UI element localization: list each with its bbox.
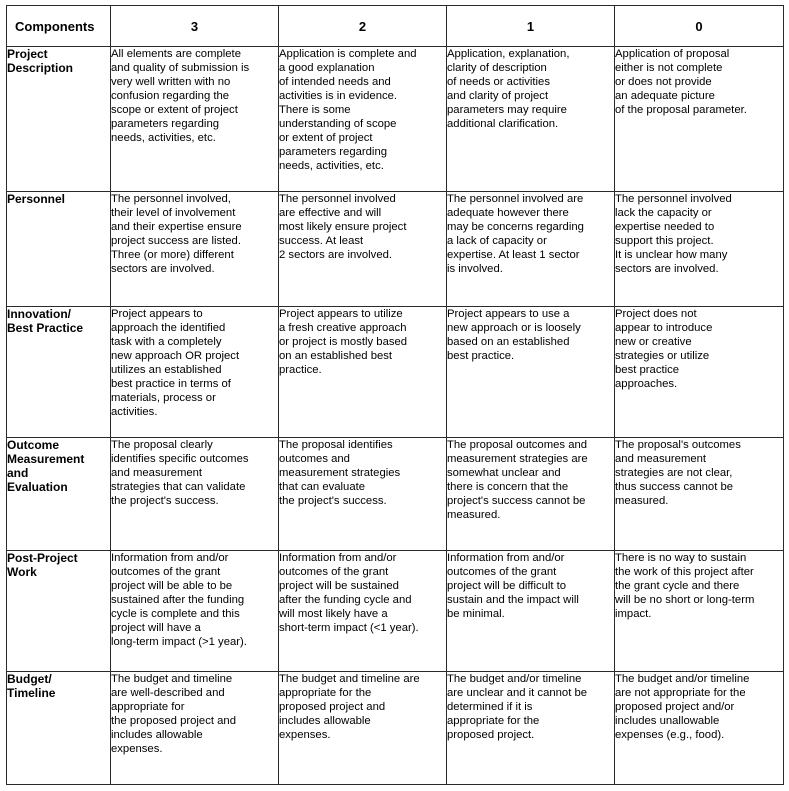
criteria-line: the proposed project and xyxy=(111,715,236,727)
criteria-line: will most likely have a xyxy=(279,608,388,620)
criteria-line: utilizes an established xyxy=(111,364,222,376)
row-outcome-measurement-evaluation xyxy=(7,438,784,551)
criteria-line: adequate however there xyxy=(447,207,569,219)
criteria-line: The proposal clearly xyxy=(111,439,213,451)
criteria-line: expertise needed to xyxy=(615,221,715,233)
criteria-cell-score-2 xyxy=(279,551,447,672)
criteria-line: measured. xyxy=(447,509,501,521)
criteria-line: the project's success. xyxy=(279,495,387,507)
row-budget-timeline xyxy=(7,672,784,785)
row-innovation-best-practice xyxy=(7,307,784,438)
criteria-line: expenses. xyxy=(279,729,331,741)
criteria-line: Project appears to use a xyxy=(447,308,570,320)
component-cell xyxy=(7,672,111,785)
criteria-cell-score-3 xyxy=(111,438,279,551)
criteria-line: best practice in terms of xyxy=(111,378,231,390)
criteria-line: task with a completely xyxy=(111,336,222,348)
criteria-line: practice. xyxy=(279,364,322,376)
criteria-line: The budget and/or timeline xyxy=(615,673,750,685)
criteria-line: somewhat unclear and xyxy=(447,467,561,479)
criteria-line: Application of proposal xyxy=(615,48,730,60)
criteria-line: are effective and will xyxy=(279,207,382,219)
rubric-header xyxy=(7,6,784,47)
criteria-cell-score-0 xyxy=(615,551,784,672)
criteria-line: parameters may require xyxy=(447,104,567,116)
criteria-line: Information from and/or xyxy=(447,552,565,564)
criteria-line: 2 sectors are involved. xyxy=(279,249,393,261)
criteria-line: All elements are complete xyxy=(111,48,241,60)
criteria-cell-score-2 xyxy=(279,192,447,307)
criteria-line: proposed project and/or xyxy=(615,701,735,713)
row-project-description xyxy=(7,47,784,192)
criteria-cell-score-2 xyxy=(279,47,447,192)
criteria-line: appropriate for the xyxy=(279,687,372,699)
component-label-line: Best Practice xyxy=(7,321,84,335)
criteria-line: either is not complete xyxy=(615,62,723,74)
criteria-line: determined if it is xyxy=(447,701,533,713)
criteria-line: or does not provide xyxy=(615,76,712,88)
criteria-line: additional clarification. xyxy=(447,118,559,130)
criteria-cell-score-3 xyxy=(111,192,279,307)
component-label-line: Description xyxy=(7,61,74,75)
criteria-line: approaches. xyxy=(615,378,678,390)
criteria-line: and measurement xyxy=(615,453,707,465)
criteria-line: parameters regarding xyxy=(111,118,220,130)
component-cell xyxy=(7,47,111,192)
criteria-line: after the funding cycle and xyxy=(279,594,412,606)
component-label-line: Outcome xyxy=(7,438,60,452)
criteria-line: appropriate for the xyxy=(447,715,540,727)
header-score-1: 1 xyxy=(447,6,615,47)
criteria-line: project will be able to be xyxy=(111,580,233,592)
criteria-line: new approach or is loosely xyxy=(447,322,581,334)
criteria-line: Project appears to xyxy=(111,308,203,320)
criteria-line: The budget and/or timeline xyxy=(447,673,582,685)
criteria-line: The proposal outcomes and xyxy=(447,439,588,451)
criteria-line: The proposal identifies xyxy=(279,439,393,451)
rubric-body xyxy=(7,47,784,785)
criteria-line: new approach OR project xyxy=(111,350,240,362)
criteria-line: The proposal's outcomes xyxy=(615,439,741,451)
criteria-line: lack the capacity or xyxy=(615,207,712,219)
header-score-3: 3 xyxy=(111,6,279,47)
criteria-line: outcomes of the grant xyxy=(111,566,221,578)
criteria-cell-score-3 xyxy=(111,47,279,192)
criteria-line: expenses. xyxy=(111,743,163,755)
component-label-line: Measurement xyxy=(7,452,85,466)
criteria-cell-score-2 xyxy=(279,672,447,785)
criteria-line: their level of involvement xyxy=(111,207,236,219)
criteria-line: materials, process or xyxy=(111,392,216,404)
criteria-line: There is some xyxy=(279,104,351,116)
criteria-line: measured. xyxy=(615,495,669,507)
criteria-line: proposed project. xyxy=(447,729,535,741)
criteria-cell-score-3 xyxy=(111,307,279,438)
criteria-cell-score-1 xyxy=(447,551,615,672)
criteria-line: needs, activities, etc. xyxy=(279,160,384,172)
criteria-cell-score-1 xyxy=(447,438,615,551)
criteria-line: a fresh creative approach xyxy=(279,322,407,334)
criteria-line: Project does not xyxy=(615,308,697,320)
criteria-line: on an established best xyxy=(279,350,393,362)
criteria-line: and clarity of project xyxy=(447,90,549,102)
criteria-line: Application, explanation, xyxy=(447,48,570,60)
criteria-cell-score-0 xyxy=(615,672,784,785)
criteria-line: sustained after the funding xyxy=(111,594,245,606)
criteria-line: strategies that can validate xyxy=(111,481,246,493)
criteria-line: most likely ensure project xyxy=(279,221,407,233)
criteria-line: appropriate for xyxy=(111,701,185,713)
criteria-line: project will have a xyxy=(111,622,201,634)
criteria-line: the project's success. xyxy=(111,495,219,507)
component-label-line: and xyxy=(7,466,29,480)
criteria-line: are well-described and xyxy=(111,687,225,699)
criteria-cell-score-3 xyxy=(111,672,279,785)
component-cell xyxy=(7,307,111,438)
criteria-line: a good explanation xyxy=(279,62,375,74)
criteria-line: are unclear and it cannot be xyxy=(447,687,588,699)
criteria-line: new or creative xyxy=(615,336,692,348)
criteria-line: and measurement xyxy=(111,467,203,479)
criteria-line: strategies are not clear, xyxy=(615,467,733,479)
criteria-line: expertise. At least 1 sector xyxy=(447,249,580,261)
component-label-line: Timeline xyxy=(7,686,56,700)
criteria-line: may be concerns regarding xyxy=(447,221,584,233)
criteria-line: impact. xyxy=(615,608,652,620)
criteria-line: needs, activities, etc. xyxy=(111,132,216,144)
component-cell xyxy=(7,192,111,307)
criteria-line: project will be difficult to xyxy=(447,580,567,592)
rubric-table xyxy=(6,5,784,785)
criteria-line: The personnel involved, xyxy=(111,193,231,205)
header-score-2: 2 xyxy=(279,6,447,47)
criteria-line: short-term impact (<1 year). xyxy=(279,622,419,634)
criteria-line: approach the identified xyxy=(111,322,226,334)
criteria-line: long-term impact (>1 year). xyxy=(111,636,247,648)
criteria-line: the grant cycle and there xyxy=(615,580,740,592)
criteria-cell-score-0 xyxy=(615,192,784,307)
criteria-line: be minimal. xyxy=(447,608,505,620)
criteria-line: Application is complete and xyxy=(279,48,417,60)
criteria-line: measurement strategies are xyxy=(447,453,588,465)
criteria-line: best practice. xyxy=(447,350,515,362)
component-label-line: Post-Project xyxy=(7,551,78,565)
criteria-line: support this project. xyxy=(615,235,714,247)
criteria-line: The budget and timeline xyxy=(111,673,233,685)
criteria-line: project's success cannot be xyxy=(447,495,586,507)
criteria-line: includes allowable xyxy=(111,729,203,741)
row-personnel xyxy=(7,192,784,307)
criteria-line: outcomes of the grant xyxy=(279,566,389,578)
criteria-line: that can evaluate xyxy=(279,481,366,493)
component-label-line: Evaluation xyxy=(7,480,68,494)
header-components: Components xyxy=(7,6,111,47)
component-label-line: Innovation/ xyxy=(7,307,71,321)
criteria-line: identifies specific outcomes xyxy=(111,453,249,465)
criteria-cell-score-2 xyxy=(279,307,447,438)
criteria-line: includes allowable xyxy=(279,715,371,727)
header-row xyxy=(7,6,784,47)
criteria-cell-score-0 xyxy=(615,47,784,192)
criteria-line: The personnel involved xyxy=(279,193,396,205)
criteria-cell-score-1 xyxy=(447,47,615,192)
criteria-line: or project is mostly based xyxy=(279,336,408,348)
criteria-line: Project appears to utilize xyxy=(279,308,403,320)
header-score-0: 0 xyxy=(615,6,784,47)
criteria-line: are not appropriate for the xyxy=(615,687,746,699)
component-cell xyxy=(7,551,111,672)
criteria-line: Information from and/or xyxy=(111,552,229,564)
row-post-project-work xyxy=(7,551,784,672)
criteria-line: confusion regarding the xyxy=(111,90,230,102)
component-label-line: Personnel xyxy=(7,192,66,206)
criteria-line: parameters regarding xyxy=(279,146,388,158)
criteria-line: The personnel involved are xyxy=(447,193,584,205)
criteria-cell-score-2 xyxy=(279,438,447,551)
criteria-line: of intended needs and xyxy=(279,76,391,88)
criteria-line: thus success cannot be xyxy=(615,481,734,493)
criteria-line: outcomes and xyxy=(279,453,350,465)
criteria-line: expenses (e.g., food). xyxy=(615,729,725,741)
criteria-line: scope or extent of project xyxy=(111,104,238,116)
criteria-line: proposed project and xyxy=(279,701,386,713)
criteria-line: The personnel involved xyxy=(615,193,732,205)
criteria-line: Information from and/or xyxy=(279,552,397,564)
criteria-line: is involved. xyxy=(447,263,503,275)
component-label-line: Work xyxy=(7,565,37,579)
criteria-line: appear to introduce xyxy=(615,322,713,334)
criteria-line: of the proposal parameter. xyxy=(615,104,747,116)
criteria-line: outcomes of the grant xyxy=(447,566,557,578)
criteria-line: There is no way to sustain xyxy=(615,552,747,564)
criteria-line: sectors are involved. xyxy=(615,263,719,275)
criteria-line: project will be sustained xyxy=(279,580,399,592)
criteria-line: activities is in evidence. xyxy=(279,90,398,102)
criteria-line: The budget and timeline are xyxy=(279,673,420,685)
criteria-line: includes unallowable xyxy=(615,715,720,727)
criteria-line: Three (or more) different xyxy=(111,249,234,261)
criteria-line: clarity of description xyxy=(447,62,547,74)
criteria-cell-score-1 xyxy=(447,307,615,438)
criteria-line: and their expertise ensure xyxy=(111,221,242,233)
criteria-cell-score-1 xyxy=(447,192,615,307)
criteria-line: activities. xyxy=(111,406,158,418)
criteria-line: will be no short or long-term xyxy=(615,594,755,606)
criteria-line: sectors are involved. xyxy=(111,263,215,275)
criteria-line: It is unclear how many xyxy=(615,249,728,261)
component-label-line: Budget/ xyxy=(7,672,52,686)
criteria-line: based on an established xyxy=(447,336,570,348)
criteria-cell-score-3 xyxy=(111,551,279,672)
criteria-line: or extent of project xyxy=(279,132,373,144)
criteria-line: an adequate picture xyxy=(615,90,715,102)
criteria-line: best practice xyxy=(615,364,680,376)
criteria-line: project success are listed. xyxy=(111,235,241,247)
criteria-line: measurement strategies xyxy=(279,467,401,479)
component-cell xyxy=(7,438,111,551)
criteria-line: a lack of capacity or xyxy=(447,235,547,247)
criteria-line: there is concern that the xyxy=(447,481,569,493)
criteria-line: the work of this project after xyxy=(615,566,754,578)
component-label-line: Project xyxy=(7,47,48,61)
criteria-cell-score-1 xyxy=(447,672,615,785)
criteria-line: very well written with no xyxy=(111,76,231,88)
criteria-cell-score-0 xyxy=(615,438,784,551)
criteria-line: of needs or activities xyxy=(447,76,550,88)
criteria-line: strategies or utilize xyxy=(615,350,710,362)
criteria-line: and quality of submission is xyxy=(111,62,250,74)
criteria-line: sustain and the impact will xyxy=(447,594,579,606)
criteria-line: understanding of scope xyxy=(279,118,397,130)
criteria-cell-score-0 xyxy=(615,307,784,438)
criteria-line: success. At least xyxy=(279,235,364,247)
criteria-line: cycle is complete and this xyxy=(111,608,240,620)
